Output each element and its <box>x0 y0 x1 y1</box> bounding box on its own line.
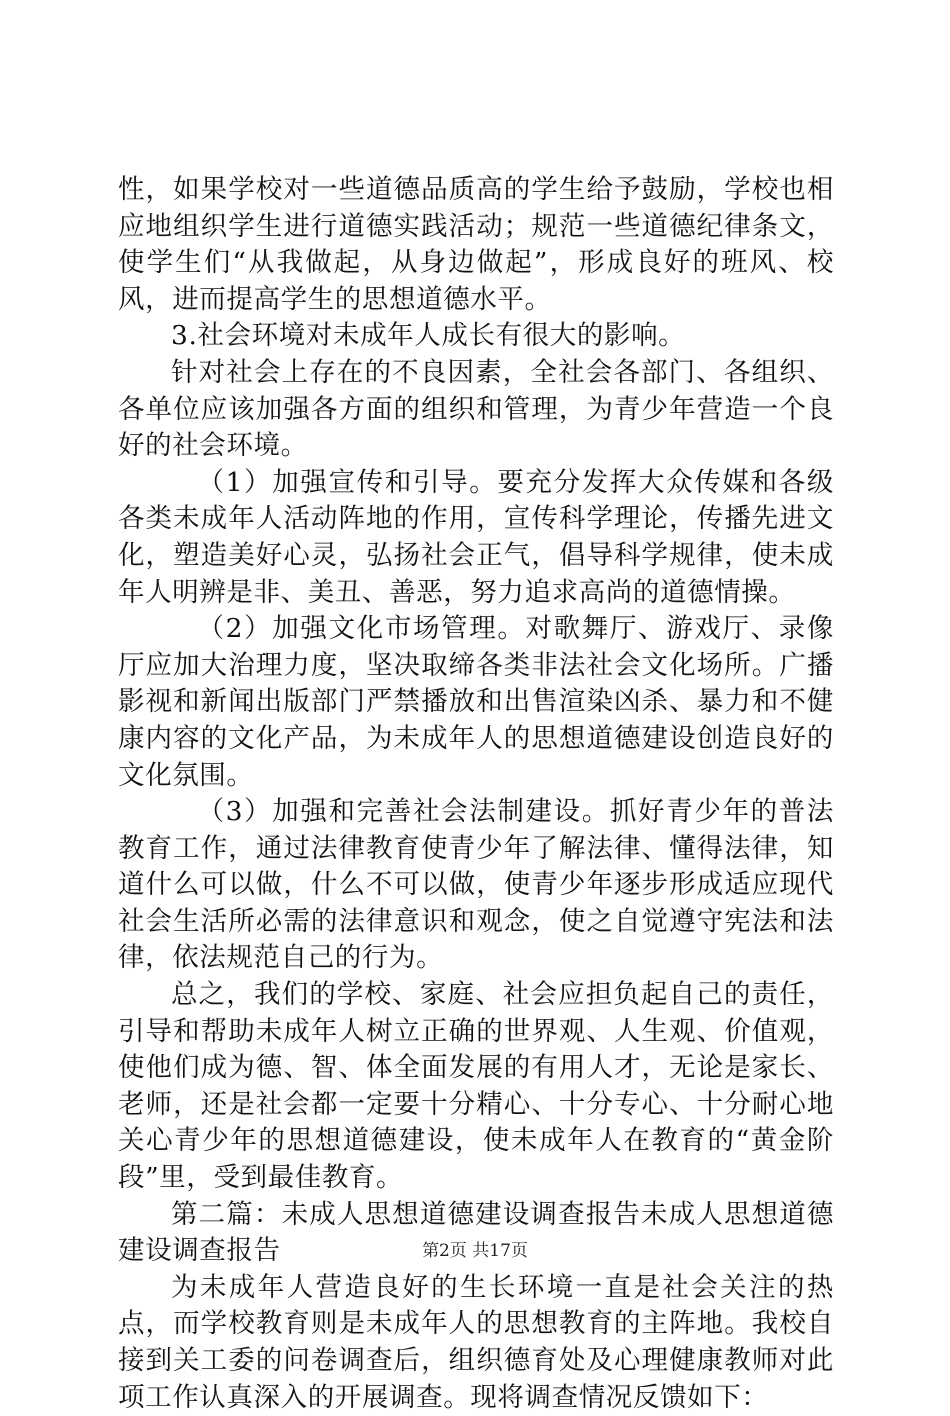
page-footer: 第2页 共17页 <box>422 1241 528 1261</box>
section-heading-social-environment: 3.社会环境对未成年人成长有很大的影响。 <box>171 320 686 352</box>
paragraph-continuation: 性，如果学校对一些道德品质高的学生给予鼓励，学校也相应地组织学生进行道德实践活动；规范一些道德纪律条文，使学生们“从我做起，从身边做起”，形成良好的班风、校风，进而提高学生的思想道德水平。 <box>118 174 834 315</box>
document-body <box>118 172 834 1416</box>
paragraph-survey-intro: 为未成年人营造良好的生长环境一直是社会关注的热点，而学校教育则是未成年人的思想教育的主阵地。我校自接到关工委的问卷调查后，组织德育处及心理健康教师对此项工作认真深入的开展调查。现将调查情况反馈如下： <box>118 1271 834 1413</box>
paragraph-social-factors: 针对社会上存在的不良因素，全社会各部门、各组织、各单位应该加强各方面的组织和管理，为青少年营造一个良好的社会环境。 <box>118 356 834 462</box>
list-item-culture-market: （2）加强文化市场管理。对歌舞厅、游戏厅、录像厅应加大治理力度，坚决取缔各类非法社会文化场所。广播影视和新闻出版部门严禁播放和出售渲染凶杀、暴力和不健康内容的文化产品，为未成年人的思想道德建设创造良好的文化氛围。 <box>118 613 834 791</box>
list-item-legal-system: （3）加强和完善社会法制建设。抓好青少年的普法教育工作，通过法律教育使青少年了解法律、懂得法律，知道什么可以做，什么不可以做，使青少年逐步形成适应现代社会生活所必需的法律意识和观念，使之自觉遵守宪法和法律，依法规范自己的行为。 <box>118 796 834 974</box>
chapter-title-second: 第二篇：未成人思想道德建设调查报告未成人思想道德建设调查报告 <box>118 1198 834 1267</box>
paragraph-summary: 总之，我们的学校、家庭、社会应担负起自己的责任，引导和帮助未成年人树立正确的世界观、人生观、价值观，使他们成为德、智、体全面发展的有用人才，无论是家长、老师，还是社会都一定要十分精心、十分专心、十分耐心地关心青少年的思想道德建设，使未成年人在教育的“黄金阶段”里，受到最佳教育。 <box>118 979 834 1194</box>
list-item-publicity: （1）加强宣传和引导。要充分发挥大众传媒和各级各类未成年人活动阵地的作用，宣传科学理论，传播先进文化，塑造美好心灵，弘扬社会正气，倡导科学规律，使未成年人明辨是非、美丑、善恶，努力追求高尚的道德情操。 <box>118 466 834 608</box>
